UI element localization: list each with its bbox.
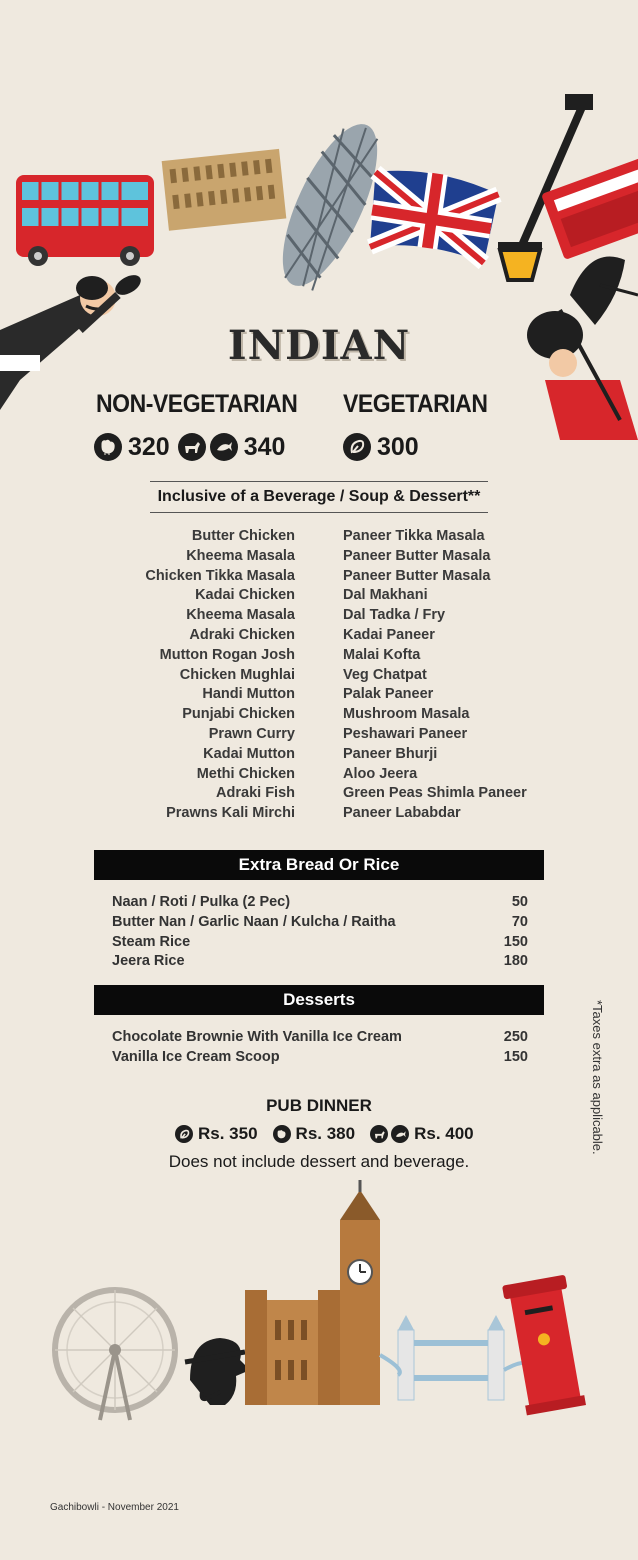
bread-list <box>112 893 528 972</box>
item-name: Vanilla Ice Cream Scoop <box>112 1048 280 1065</box>
list-item: Adraki Chicken <box>189 626 295 643</box>
list-item: Paneer Butter Masala <box>343 567 491 584</box>
sherlock-silhouette-icon <box>185 1338 250 1405</box>
nonveg-prices <box>94 430 289 464</box>
desserts-list <box>112 1028 528 1068</box>
chicken-price: 320 <box>128 432 170 461</box>
mutton-fish-price: 340 <box>243 432 286 461</box>
list-item: Punjabi Chicken <box>182 706 295 723</box>
list-item <box>112 1028 528 1048</box>
london-illustrations-top <box>0 80 638 440</box>
umbrella-icon <box>570 257 638 325</box>
pub-chicken-price: Rs. 380 <box>295 1124 356 1143</box>
goat-icon <box>178 433 206 461</box>
union-jack-flag-icon <box>365 165 500 264</box>
item-name: Chocolate Brownie With Vanilla Ice Cream <box>112 1029 402 1045</box>
big-ben-icon <box>340 1180 380 1405</box>
cuisine-title: INDIAN <box>227 322 411 369</box>
list-item: Butter Chicken <box>191 528 295 544</box>
list-item: Kheema Masala <box>186 547 295 564</box>
london-landmarks-bottom <box>40 1180 610 1430</box>
list-item: Mutton Rogan Josh <box>159 646 295 663</box>
list-item <box>112 1048 528 1068</box>
leaf-icon <box>343 433 371 461</box>
list-item: Methi Chicken <box>196 765 295 782</box>
leaf-icon <box>175 1125 193 1143</box>
post-box-icon <box>502 1275 588 1416</box>
list-item <box>112 893 528 913</box>
list-item: Veg Chatpat <box>343 666 427 683</box>
list-item: Paneer Tikka Masala <box>343 528 485 544</box>
list-item <box>112 933 528 953</box>
pub-mutton-fish-price: Rs. 400 <box>414 1124 474 1143</box>
footer-location-date: Gachibowli - November 2021 <box>50 1502 179 1513</box>
list-item: Handi Mutton <box>202 686 295 703</box>
item-name: Naan / Roti / Pulka (2 Pec) <box>112 894 291 910</box>
list-item: Mushroom Masala <box>343 706 470 723</box>
list-item <box>112 952 528 972</box>
pub-dinner-prices <box>175 1124 486 1144</box>
list-item <box>112 913 528 933</box>
fish-icon <box>391 1125 409 1143</box>
list-item: Paneer Bhurji <box>343 745 438 762</box>
list-item: Chicken Mughlai <box>179 666 295 683</box>
item-price: 250 <box>503 1029 528 1045</box>
item-price: 150 <box>503 933 528 950</box>
list-item: Aloo Jeera <box>343 765 418 782</box>
fish-icon <box>210 433 238 461</box>
list-item: Adraki Fish <box>216 785 295 802</box>
list-item: Kadai Chicken <box>195 587 295 604</box>
pub-dinner-title: PUB DINNER <box>266 1096 372 1115</box>
nonveg-heading: NON-VEGETARIAN <box>96 390 298 418</box>
chicken-icon <box>273 1125 291 1143</box>
nonveg-dish-list <box>145 527 295 824</box>
pub-veg-price: Rs. 350 <box>198 1124 258 1143</box>
list-item: Chicken Tikka Masala <box>145 567 295 584</box>
list-item: Paneer Butter Masala <box>343 547 491 564</box>
inclusive-note: Inclusive of a Beverage / Soup & Dessert** <box>150 481 488 513</box>
veg-heading: VEGETARIAN <box>343 390 488 418</box>
pub-dinner-note: Does not include dessert and beverage. <box>168 1152 470 1171</box>
list-item: Green Peas Shimla Paneer <box>343 785 527 802</box>
parliament-facade-icon <box>162 149 287 231</box>
veg-price: 300 <box>377 432 419 461</box>
list-item: Prawns Kali Mirchi <box>166 805 295 822</box>
veg-dish-list <box>343 527 527 824</box>
item-price: 50 <box>511 894 528 910</box>
chicken-icon <box>94 433 122 461</box>
list-item: Kadai Paneer <box>343 626 435 643</box>
goat-icon <box>370 1125 388 1143</box>
list-item: Paneer Lababdar <box>343 805 461 822</box>
double-decker-bus-icon <box>16 175 154 266</box>
list-item: Malai Kofta <box>343 646 421 663</box>
list-item: Kheema Masala <box>186 607 295 624</box>
taxes-note: *Taxes extra as applicable. <box>590 1000 605 1155</box>
desserts-section-header: Desserts <box>94 985 544 1015</box>
item-price: 150 <box>503 1048 528 1065</box>
list-item: Dal Makhani <box>343 587 428 604</box>
veg-prices <box>343 430 423 464</box>
item-price: 180 <box>503 953 528 970</box>
parliament-building-icon <box>245 1290 340 1405</box>
list-item: Dal Tadka / Fry <box>343 607 446 624</box>
london-eye-icon <box>55 1290 175 1420</box>
list-item: Prawn Curry <box>208 725 295 742</box>
item-name: Jeera Rice <box>112 953 185 970</box>
list-item: Peshawari Paneer <box>343 725 468 742</box>
list-item: Palak Paneer <box>343 686 434 703</box>
list-item: Kadai Mutton <box>203 745 295 762</box>
item-price: 70 <box>511 913 528 930</box>
bread-section-header: Extra Bread Or Rice <box>94 850 544 880</box>
item-name: Butter Nan / Garlic Naan / Kulcha / Raitha <box>112 913 396 930</box>
item-name: Steam Rice <box>112 933 191 950</box>
